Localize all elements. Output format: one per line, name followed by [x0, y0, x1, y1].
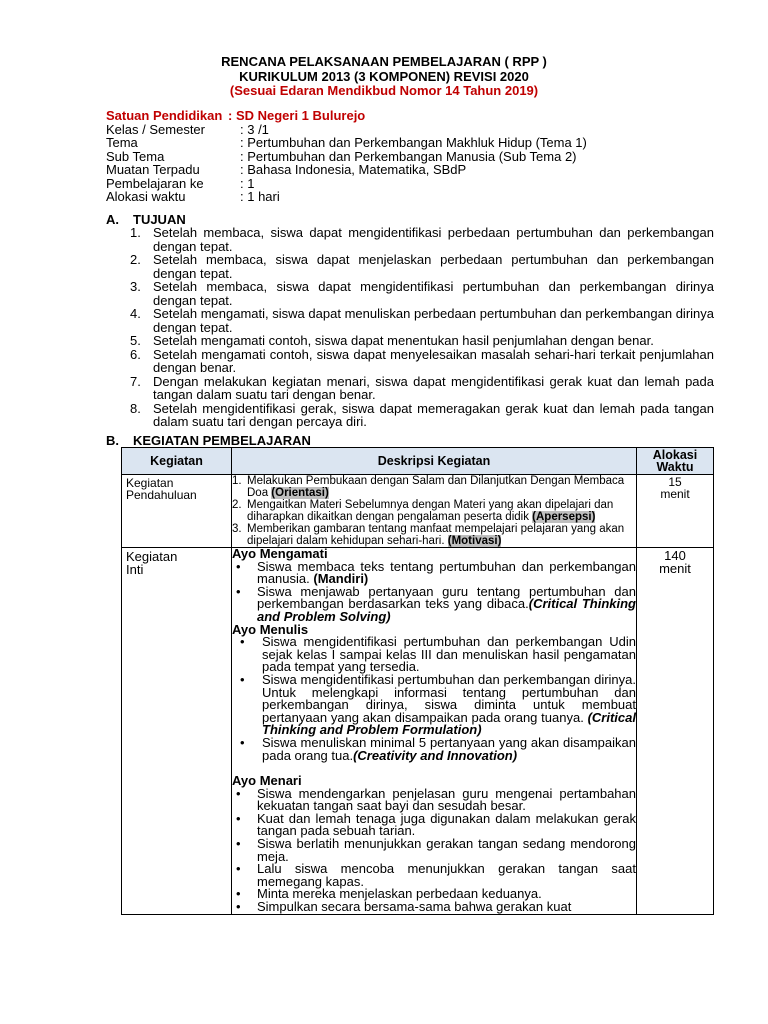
- item-tag: (Motivasi): [447, 535, 502, 547]
- row-label-inti: [122, 548, 232, 915]
- item-number: 4.: [130, 306, 141, 321]
- item-number: 8.: [130, 400, 141, 416]
- header-kegiatan: Kegiatan: [122, 448, 232, 475]
- table-row: [122, 475, 714, 548]
- item-text: Setelah mengamati, siswa dapat menuliskan perbedaan pertumbuhan dan perkembangan dirinya dengan tepat.: [153, 306, 714, 335]
- info-label: Muatan Terpadu: [106, 162, 200, 177]
- item-text: Melakukan Pembukaan dengan Salam dan Dilanjutkan Dengan Membaca Doa: [247, 475, 625, 499]
- info-label: Sub Tema: [106, 148, 165, 164]
- item-text: Siswa berlatih menunjukkan gerakan tangan sedang mendorong meja.: [257, 836, 636, 864]
- list-item: [130, 402, 714, 429]
- section-b-heading: [106, 433, 311, 448]
- row-label-line1: Kegiatan: [126, 476, 174, 490]
- bullet-icon: •: [236, 899, 241, 915]
- table-header-row: [122, 448, 714, 475]
- time-unit: menit: [660, 487, 690, 501]
- bullet-icon: •: [240, 634, 245, 650]
- list-item: [130, 307, 714, 334]
- item-text: Siswa menjawab pertanyaan guru tentang pertumbuhan dan perkembangan berdasarkan teks yang dibaca.: [257, 583, 636, 612]
- list-item: [232, 838, 636, 863]
- item-text: Setelah membaca, siswa dapat mengidentifikasi pertumbuhan dan perkembangan dirinya dengan tepat.: [153, 279, 714, 308]
- section-letter: B.: [106, 433, 119, 448]
- info-value: : Pertumbuhan dan Perkembangan Manusia (Sub Tema 2): [240, 148, 577, 164]
- item-number: 2.: [232, 499, 242, 511]
- item-number: 2.: [130, 252, 141, 267]
- list-item: [232, 810, 636, 839]
- item-text: Setelah mengamati contoh, siswa dapat menentukan hasil penjumlahan dengan benar.: [153, 333, 654, 348]
- doc-subtitle: KURIKULUM 2013 (3 KOMPONEN) REVISI 2020: [239, 69, 529, 84]
- info-label: Pembelajaran ke: [106, 175, 204, 191]
- item-text: Simpulkan secara bersama-sama bahwa gerakan kuat: [257, 899, 572, 915]
- subheading-mengamati: Ayo Mengamati: [232, 546, 328, 561]
- bullet-icon: •: [236, 886, 241, 902]
- subheading-menulis: Ayo Menulis: [232, 621, 309, 637]
- item-number: 1.: [232, 475, 242, 487]
- time-value: 140: [664, 548, 686, 563]
- item-tag: (Apersepsi): [532, 511, 596, 523]
- info-value: : 1 hari: [240, 189, 280, 204]
- item-text: Setelah membaca, siswa dapat mengidentifikasi perbedaan pertumbuhan dan perkembangan dengan tepat.: [153, 225, 714, 254]
- list-item: [232, 558, 636, 587]
- list-item: [130, 280, 714, 307]
- row-label-line1: Kegiatan: [126, 549, 178, 564]
- doc-title: RENCANA PELAKSANAAN PEMBELAJARAN ( RPP ): [221, 54, 547, 69]
- item-text: Siswa menuliskan minimal 5 pertanyaan yang akan disampaikan pada orang tua.: [262, 734, 636, 763]
- bullet-icon: •: [236, 558, 241, 574]
- item-text: Setelah mengidentifikasi gerak, siswa dapat memeragakan gerak kuat dan lemah pada tangan dalam suatu tari dengan percaya diri.: [153, 400, 714, 429]
- section-letter: A.: [106, 212, 119, 227]
- header-deskripsi: Deskripsi Kegiatan: [232, 448, 637, 475]
- item-text: Lalu siswa mencoba menunjukkan gerakan tangan saat memegang kapas.: [257, 861, 636, 889]
- section-a-heading: [106, 212, 186, 227]
- list-item: [130, 226, 714, 253]
- list-item: [130, 348, 714, 375]
- item-text: Siswa membaca teks tentang pertumbuhan dan perkembangan manusia.: [257, 558, 636, 587]
- doc-reference: (Sesuai Edaran Mendikbud Nomor 14 Tahun 2019): [229, 83, 539, 98]
- row-label-line2: Inti: [126, 562, 144, 577]
- time-inti: [637, 548, 714, 915]
- list-item: [130, 334, 714, 348]
- time-value: 15: [668, 475, 682, 489]
- item-number: 6.: [130, 346, 141, 362]
- item-text: Siswa mengidentifikasi pertumbuhan dan perkembangan dirinya. Untuk melengkapi informasi tentang pertumbuhan dan perkembangan dirinya, siswa diminta untuk membuat pertanyaan yang akan disampaikan pada orang tuanya.: [262, 671, 636, 725]
- inti-description: [232, 548, 637, 915]
- item-text: Setelah membaca, siswa dapat menjelaskan perbedaan pertumbuhan dan perkembangan dengan tepat.: [153, 252, 714, 281]
- info-value: : 3 /1: [240, 121, 269, 137]
- list-item: [232, 671, 636, 738]
- bullet-icon: •: [236, 785, 241, 801]
- item-text: Kuat dan lemah tenaga juga digunakan dalam melakukan gerak tangan pada sebuah tarian.: [257, 810, 636, 839]
- info-label: Alokasi waktu: [106, 189, 186, 204]
- bullet-icon: •: [236, 583, 241, 599]
- bullet-icon: •: [236, 836, 241, 852]
- item-tag: (Mandiri): [313, 571, 369, 587]
- bullet-icon: •: [240, 734, 245, 750]
- bullet-icon: •: [240, 671, 245, 687]
- item-number: 3.: [130, 279, 141, 294]
- item-tag: (Creativity and Innovation): [353, 747, 518, 763]
- bullet-icon: •: [236, 810, 241, 826]
- list-item: [232, 475, 636, 499]
- item-text: Dengan melakukan kegiatan menari, siswa dapat mengidentifikasi gerak kuat dan lemah pada tangan dalam suatu tari dengan benar.: [153, 373, 714, 402]
- header-alokasi-line1: Alokasi: [652, 448, 698, 462]
- list-item: [232, 734, 636, 763]
- section-title: TUJUAN: [133, 212, 186, 227]
- item-number: 1.: [130, 225, 141, 240]
- tujuan-list: [130, 226, 714, 429]
- item-tag: (Critical Thinking and Problem Solving): [257, 596, 636, 624]
- info-label: Satuan Pendidikan: [106, 108, 223, 123]
- item-number: 7.: [130, 373, 141, 389]
- item-tag: (Critical Thinking and Problem Formulation): [262, 709, 636, 738]
- pendahuluan-description: [232, 475, 637, 548]
- row-label-line2: Pendahuluan: [126, 488, 197, 502]
- info-value: : Pertumbuhan dan Perkembangan Makhluk Hidup (Tema 1): [240, 135, 587, 150]
- item-number: 5.: [130, 333, 141, 348]
- list-item: [232, 583, 636, 624]
- row-label-pendahuluan: [122, 475, 232, 548]
- section-title: KEGIATAN PEMBELAJARAN: [133, 433, 311, 448]
- info-value: : SD Negeri 1 Bulurejo: [228, 108, 366, 123]
- item-tag: (Orientasi): [271, 487, 329, 499]
- kegiatan-table: [121, 447, 714, 915]
- item-text: Mengaitkan Materi Sebelumnya dengan Materi yang akan dipelajari dan diharapkan dikaitkan dengan pengalaman peserta didik: [247, 499, 614, 523]
- item-text: Setelah mengamati contoh, siswa dapat menyelesaikan masalah sehari-hari terkait penjumlahan dengan benar.: [153, 346, 714, 375]
- item-text: Siswa mendengarkan penjelasan guru mengenai pertambahan kekuatan tangan saat bayi dan sesudah besar.: [257, 785, 636, 814]
- item-text: Minta mereka menjelaskan perbedaan keduanya.: [257, 886, 542, 902]
- list-item: [232, 499, 636, 523]
- list-item: [130, 253, 714, 280]
- list-item: [130, 375, 714, 402]
- list-item: [232, 863, 636, 888]
- list-item: [232, 636, 636, 674]
- list-item: [232, 785, 636, 814]
- list-item: [232, 523, 636, 547]
- subheading-menari: Ayo Menari: [232, 773, 302, 789]
- item-number: 3.: [232, 523, 242, 535]
- time-unit: menit: [659, 561, 691, 576]
- info-value: : 1: [240, 175, 255, 191]
- bullet-icon: •: [236, 861, 241, 877]
- info-value: : Bahasa Indonesia, Matematika, SBdP: [240, 162, 467, 177]
- info-label: Kelas / Semester: [106, 121, 205, 137]
- time-pendahuluan: [637, 475, 714, 548]
- list-item: [232, 901, 636, 914]
- info-label: Tema: [106, 135, 138, 150]
- item-text: Memberikan gambaran tentang manfaat mempelajari pelajaran yang akan dipelajari dalam kehidupan sehari-hari.: [247, 523, 625, 547]
- table-row: [122, 548, 714, 915]
- header-alokasi: [637, 448, 714, 475]
- header-alokasi-line2: Waktu: [656, 460, 694, 474]
- item-text: Siswa mengidentifikasi pertumbuhan dan perkembangan Udin sejak kelas I sampai kelas III dan menuliskan hasil pengamatan pada tempat yang tersedia.: [262, 634, 636, 675]
